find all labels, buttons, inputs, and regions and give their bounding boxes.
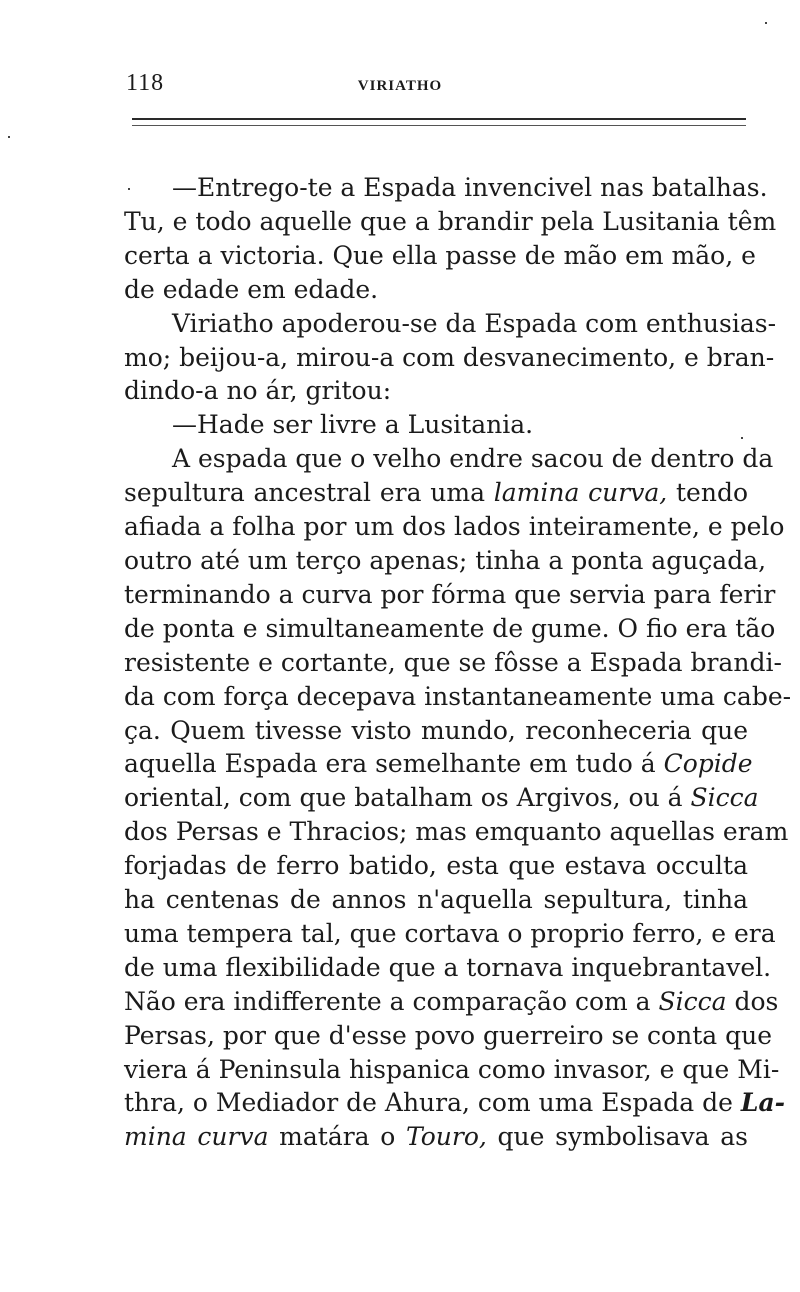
- italic-term: La-: [740, 1088, 786, 1118]
- italic-term: Copide: [663, 749, 753, 779]
- text-line: de edade em edade.: [124, 274, 379, 304]
- text-run: oriental, com que batalham os Argivos, ou á: [124, 783, 683, 813]
- text-line: viera á Peninsula hispanica como invasor, e que Mi-: [124, 1054, 780, 1084]
- text-line: [124, 1086, 786, 1120]
- text-line: A espada que o velho endre sacou de dentro da: [172, 444, 774, 474]
- italic-term: Sicca: [658, 986, 727, 1016]
- text-run: aquella Espada era semelhante em tudo á: [124, 749, 656, 779]
- text-line: forjadas de ferro batido, esta que estava occulta: [124, 851, 748, 881]
- italic-term: Sicca: [690, 783, 759, 813]
- text-line: certa a victoria. Que ella passe de mão em mão, e: [124, 240, 756, 270]
- text-line: resistente e cortante, que se fôsse a Espada brandi-: [124, 647, 782, 677]
- text-line: mo; beijou-a, mirou-a com desvanecimento, e bran-: [124, 342, 775, 372]
- text-line: Tu, e todo aquelle que a brandir pela Lusitania têm: [124, 206, 777, 236]
- text-line: terminando a curva por fórma que servia para ferir: [124, 579, 776, 609]
- text-line: uma tempera tal, que cortava o proprio ferro, e era: [124, 918, 776, 948]
- print-speck: [8, 136, 10, 138]
- text-line: da com força decepava instantaneamente uma cabe-: [124, 681, 792, 711]
- text-line: ha centenas de annos n'aquella sepultura, tinha: [124, 885, 748, 915]
- text-run: thra, o Mediador de Ahura, com uma Espada de: [124, 1088, 733, 1118]
- italic-term: lamina curva,: [493, 478, 668, 508]
- text-line: de ponta e simultaneamente de gume. O fio era tão: [124, 613, 776, 643]
- header-rule-thin: [132, 125, 746, 126]
- text-line: [124, 985, 779, 1019]
- text-line: dos Persas e Thracios; mas emquanto aquellas eram: [124, 817, 789, 847]
- text-run: dos: [734, 986, 779, 1016]
- text-line: dindo-a no ár, gritou:: [124, 376, 392, 406]
- text-run: sepultura ancestral era uma: [124, 478, 485, 508]
- text-line: de uma flexibilidade que a tornava inquebrantavel.: [124, 952, 772, 982]
- text-line: outro até um terço apenas; tinha a ponta aguçada,: [124, 545, 767, 575]
- page-number: 118: [126, 70, 165, 96]
- text-line: [124, 747, 753, 781]
- page-body: [124, 171, 792, 1154]
- text-line: [124, 781, 759, 815]
- italic-term: Touro,: [406, 1122, 487, 1152]
- italic-term: mina curva: [124, 1122, 269, 1152]
- text-run: Não era indifferente a comparação com a: [124, 986, 651, 1016]
- running-title: VIRIATHO: [357, 78, 443, 94]
- text-line: ça. Quem tivesse visto mundo, reconheceria que: [124, 715, 748, 745]
- text-line: Persas, por que d'esse povo guerreiro se conta que: [124, 1020, 773, 1050]
- header-rule: [132, 118, 746, 120]
- text-line: afiada a folha por um dos lados inteiramente, e pelo: [124, 512, 785, 542]
- text-line: Viriatho apoderou-se da Espada com enthusias-: [172, 308, 777, 338]
- print-speck: [765, 22, 767, 24]
- text-line: —Hade ser livre a Lusitania.: [172, 410, 534, 440]
- text-line: —Entrego-te a Espada invencivel nas batalhas.: [172, 173, 768, 202]
- text-run: que symbolisava as: [497, 1122, 748, 1152]
- text-run: matára o: [279, 1122, 396, 1152]
- text-line: [124, 476, 748, 510]
- text-line: [124, 1120, 748, 1154]
- text-run: tendo: [676, 478, 748, 508]
